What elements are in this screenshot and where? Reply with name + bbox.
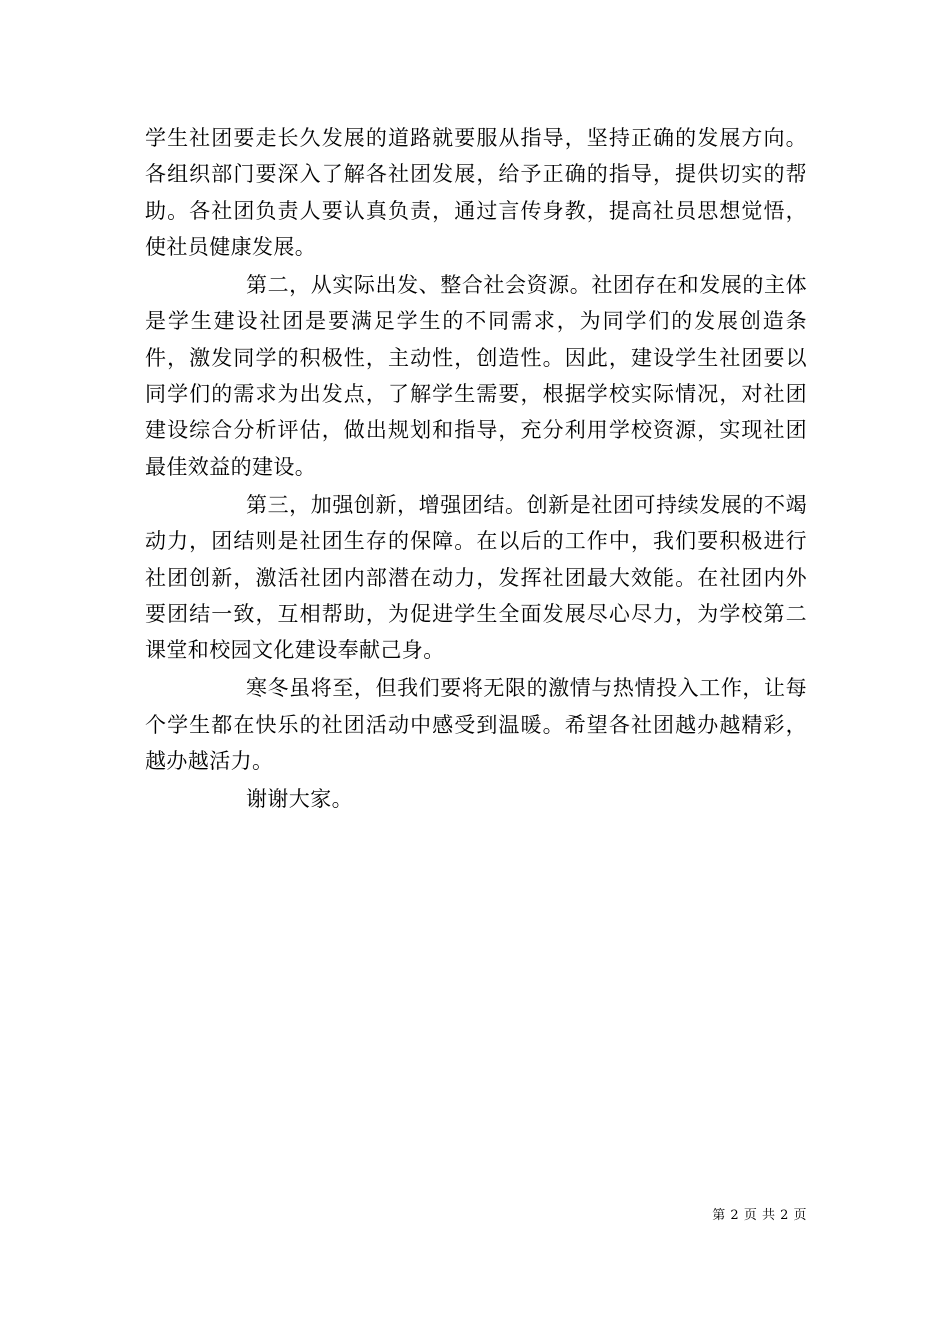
page-number-footer: 第 2 页 共 2 页 bbox=[712, 1208, 807, 1223]
paragraph-third-point: 第三，加强创新，增强团结。创新是社团可持续发展的不竭动力，团结则是社团生存的保障。在以后的工作中，我们要积极进行社团创新，激活社团内部潜在动力，发挥社团最大效能。在社团内外要团结一致，互相帮助，为促进学生全面发展尽心尽力，为学校第二课堂和校园文化建设奉献己身。 bbox=[145, 492, 807, 663]
paragraph-continuation: 学生社团要走长久发展的道路就要服从指导，坚持正确的发展方向。各组织部门要深入了解各社团发展，给予正确的指导，提供切实的帮助。各社团负责人要认真负责，通过言传身教，提高社员思想觉悟，使社员健康发展。 bbox=[145, 126, 807, 259]
paragraph-second-point: 第二，从实际出发、整合社会资源。社团存在和发展的主体是学生建设社团是要满足学生的不同需求，为同学们的发展创造条件，激发同学的积极性，主动性，创造性。因此，建设学生社团要以同学们的需求为出发点，了解学生需要，根据学校实际情况，对社团建设综合分析评估，做出规划和指导，充分利用学校资源，实现社团最佳效益的建设。 bbox=[145, 273, 807, 479]
paragraph-thanks: 谢谢大家。 bbox=[246, 787, 353, 812]
document-body bbox=[145, 120, 807, 820]
paragraph-closing: 寒冬虽将至，但我们要将无限的激情与热情投入工作，让每个学生都在快乐的社团活动中感受到温暖。希望各社团越办越精彩，越办越活力。 bbox=[145, 676, 807, 774]
